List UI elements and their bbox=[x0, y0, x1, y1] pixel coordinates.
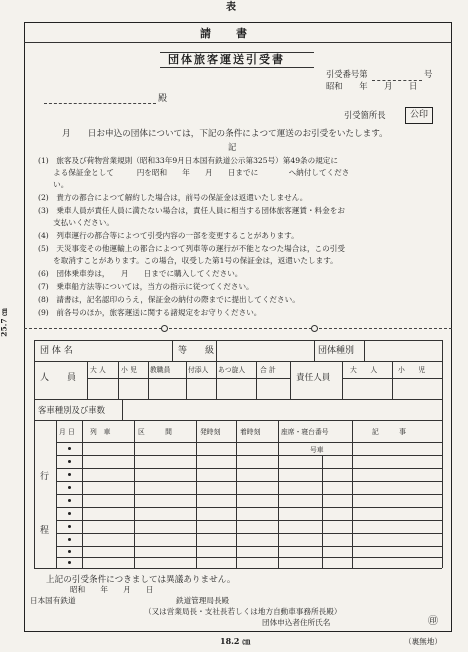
condition-line: (2) 貴方の都合によつて解約した場合は，前号の保証金は返還いたしません。 bbox=[38, 193, 308, 202]
applicant-seal-mark: ㊞ bbox=[428, 616, 438, 627]
table-rule bbox=[322, 455, 323, 568]
headcount-label: 人 員 bbox=[40, 373, 77, 383]
table-rule bbox=[122, 399, 123, 420]
perforation-line bbox=[24, 328, 452, 329]
table-rule bbox=[364, 340, 365, 361]
row-dot bbox=[68, 473, 71, 476]
table-rule bbox=[34, 420, 442, 421]
agreement-statement: 上記の引受条件につきましては異議ありません。 bbox=[46, 575, 236, 585]
intro-text: 月 日お申込の団体については，下記の条件によつて運送のお引受をいたします。 bbox=[62, 129, 388, 139]
condition-line: (6) 団体乗車券は， 月 日までに購入してください。 bbox=[38, 269, 243, 278]
table-rule bbox=[56, 520, 442, 521]
responsible-col-adult: 大 人 bbox=[350, 366, 378, 374]
bureau-alternative-note: （又は営業局長・支社長若しくは地方自動車事務所長殿） bbox=[144, 607, 342, 616]
table-rule bbox=[56, 442, 442, 443]
height-dimension: 25.7 ㎝ bbox=[0, 308, 9, 337]
width-dimension: 18.2 ㎝ bbox=[220, 636, 251, 646]
table-rule bbox=[34, 340, 442, 341]
table-rule bbox=[148, 361, 149, 399]
table-rule bbox=[87, 378, 290, 379]
table-rule bbox=[56, 557, 442, 558]
form-frame bbox=[24, 22, 452, 632]
table-rule bbox=[342, 378, 442, 379]
table-rule bbox=[172, 340, 173, 361]
responsible-col-child: 小 児 bbox=[398, 366, 426, 374]
car-type-label: 客車種別及び車数 bbox=[38, 405, 105, 415]
table-rule bbox=[442, 340, 443, 568]
table-rule bbox=[216, 361, 217, 399]
agreement-date: 昭和 年 月 日 bbox=[70, 585, 154, 594]
station-head-label: 引受箇所長 bbox=[344, 110, 386, 120]
condition-line: (9) 前各号のほか，旅客運送に関する諸規定をお守りください。 bbox=[38, 308, 262, 317]
headcount-col-total: 合 計 bbox=[260, 366, 276, 374]
condition-line: (3) 乗車人員が責任人員に満たない場合は，責任人員に相当する団体旅客運賃・料金をお bbox=[38, 206, 345, 215]
table-rule bbox=[56, 546, 442, 547]
issue-date: 昭和 年 月 日 bbox=[326, 81, 418, 91]
table-rule bbox=[87, 361, 88, 399]
condition-line: (5) 天災事変その他運輸上の都合によつて列車等の運行が不能となつた場合は，この引受 bbox=[38, 244, 345, 253]
itinerary-label-bottom: 程 bbox=[40, 526, 50, 536]
document-title: 団体旅客運送引受書 bbox=[168, 53, 285, 66]
table-rule bbox=[56, 481, 442, 482]
headcount-col-adult: 大 人 bbox=[90, 366, 106, 374]
condition-line: (8) 請書は，記名認印のうえ，保証金の納付の際までに提出してください。 bbox=[38, 295, 300, 304]
table-rule bbox=[392, 361, 393, 399]
condition-line: 支払いください。 bbox=[38, 218, 114, 227]
table-rule bbox=[256, 361, 257, 399]
addressee-blank bbox=[44, 103, 156, 104]
bureau-head-label: 鉄道管理局長殿 bbox=[176, 596, 230, 605]
table-rule bbox=[56, 468, 442, 469]
table-rule bbox=[290, 361, 291, 399]
grade-label: 等 級 bbox=[178, 346, 215, 356]
row-dot bbox=[68, 460, 71, 463]
itinerary-col-remarks: 記 事 bbox=[372, 428, 406, 436]
addressee-suffix: 殿 bbox=[158, 94, 168, 104]
punch-hole-right bbox=[311, 325, 318, 332]
itinerary-col-section: 区 間 bbox=[138, 428, 172, 436]
punch-hole-left bbox=[161, 325, 168, 332]
table-rule bbox=[118, 361, 119, 399]
table-rule bbox=[34, 340, 35, 568]
reference-number-suffix: 号 bbox=[424, 69, 433, 79]
reference-number-label: 引受番号第 bbox=[326, 69, 368, 79]
itinerary-col-train: 列 車 bbox=[90, 428, 111, 436]
row-dot bbox=[68, 561, 71, 564]
headcount-col-staff: 教職員 bbox=[150, 366, 171, 374]
itinerary-col-seat: 座席・寝台番号 bbox=[281, 428, 329, 436]
itinerary-col-date: 月 日 bbox=[59, 428, 75, 436]
table-rule bbox=[314, 340, 315, 361]
condition-line: よる保証金として 円を昭和 年 月 日までに へ納付してくださ bbox=[38, 168, 350, 177]
note-label: 記 bbox=[228, 142, 237, 152]
itinerary-label-top: 行 bbox=[40, 472, 50, 482]
table-rule bbox=[34, 399, 442, 400]
table-rule bbox=[342, 361, 343, 399]
condition-line: を取消すことがあります。この場合，収受した第1号の保証金は，返還いたします。 bbox=[38, 256, 338, 265]
row-dot bbox=[68, 525, 71, 528]
group-name-label: 団 体 名 bbox=[40, 346, 73, 356]
table-rule bbox=[34, 361, 442, 362]
itinerary-col-arrival: 着時刻 bbox=[240, 428, 261, 436]
table-rule bbox=[56, 455, 442, 456]
condition-line: (4) 列車運行の都合等によつて引受内容の一部を変更することがあります。 bbox=[38, 231, 299, 240]
table-rule bbox=[34, 568, 442, 569]
row-dot bbox=[68, 538, 71, 541]
header-divider bbox=[24, 42, 452, 43]
title-rule-top bbox=[160, 52, 314, 53]
row-dot bbox=[68, 499, 71, 502]
back-side-mark: （裏無地） bbox=[404, 637, 442, 646]
jnr-label: 日本国有鉄道 bbox=[30, 596, 76, 605]
header-title: 請 書 bbox=[200, 27, 248, 40]
table-rule bbox=[186, 361, 187, 399]
table-rule bbox=[56, 533, 442, 534]
title-rule-bottom bbox=[160, 67, 314, 68]
row-dot bbox=[68, 512, 71, 515]
row-dot bbox=[68, 447, 71, 450]
condition-line: (7) 乗車船方法等については，当方の指示に従つてください。 bbox=[38, 282, 254, 291]
table-rule bbox=[56, 507, 442, 508]
condition-line: (1) 旅客及び荷物営業規則（昭和33年9月日本国有鉄道公示第325号）第49条の規定に bbox=[38, 156, 338, 165]
condition-line: い。 bbox=[38, 180, 69, 189]
table-rule bbox=[56, 494, 442, 495]
table-rule bbox=[216, 340, 217, 361]
car-number-label: 号車 bbox=[310, 446, 324, 454]
responsible-headcount-label: 責任人員 bbox=[296, 373, 331, 383]
headcount-col-agent: あつ旋人 bbox=[218, 366, 246, 374]
official-seal: 公印 bbox=[405, 107, 433, 124]
row-dot bbox=[68, 550, 71, 553]
headcount-col-attendant: 付添人 bbox=[188, 366, 209, 374]
headcount-col-child: 小 児 bbox=[121, 366, 137, 374]
row-dot bbox=[68, 486, 71, 489]
applicant-label: 団体申込者住所氏名 bbox=[262, 618, 331, 627]
group-type-label: 団体種別 bbox=[318, 346, 355, 356]
front-side-mark: 表 bbox=[226, 2, 236, 13]
itinerary-col-departure: 発時刻 bbox=[200, 428, 221, 436]
